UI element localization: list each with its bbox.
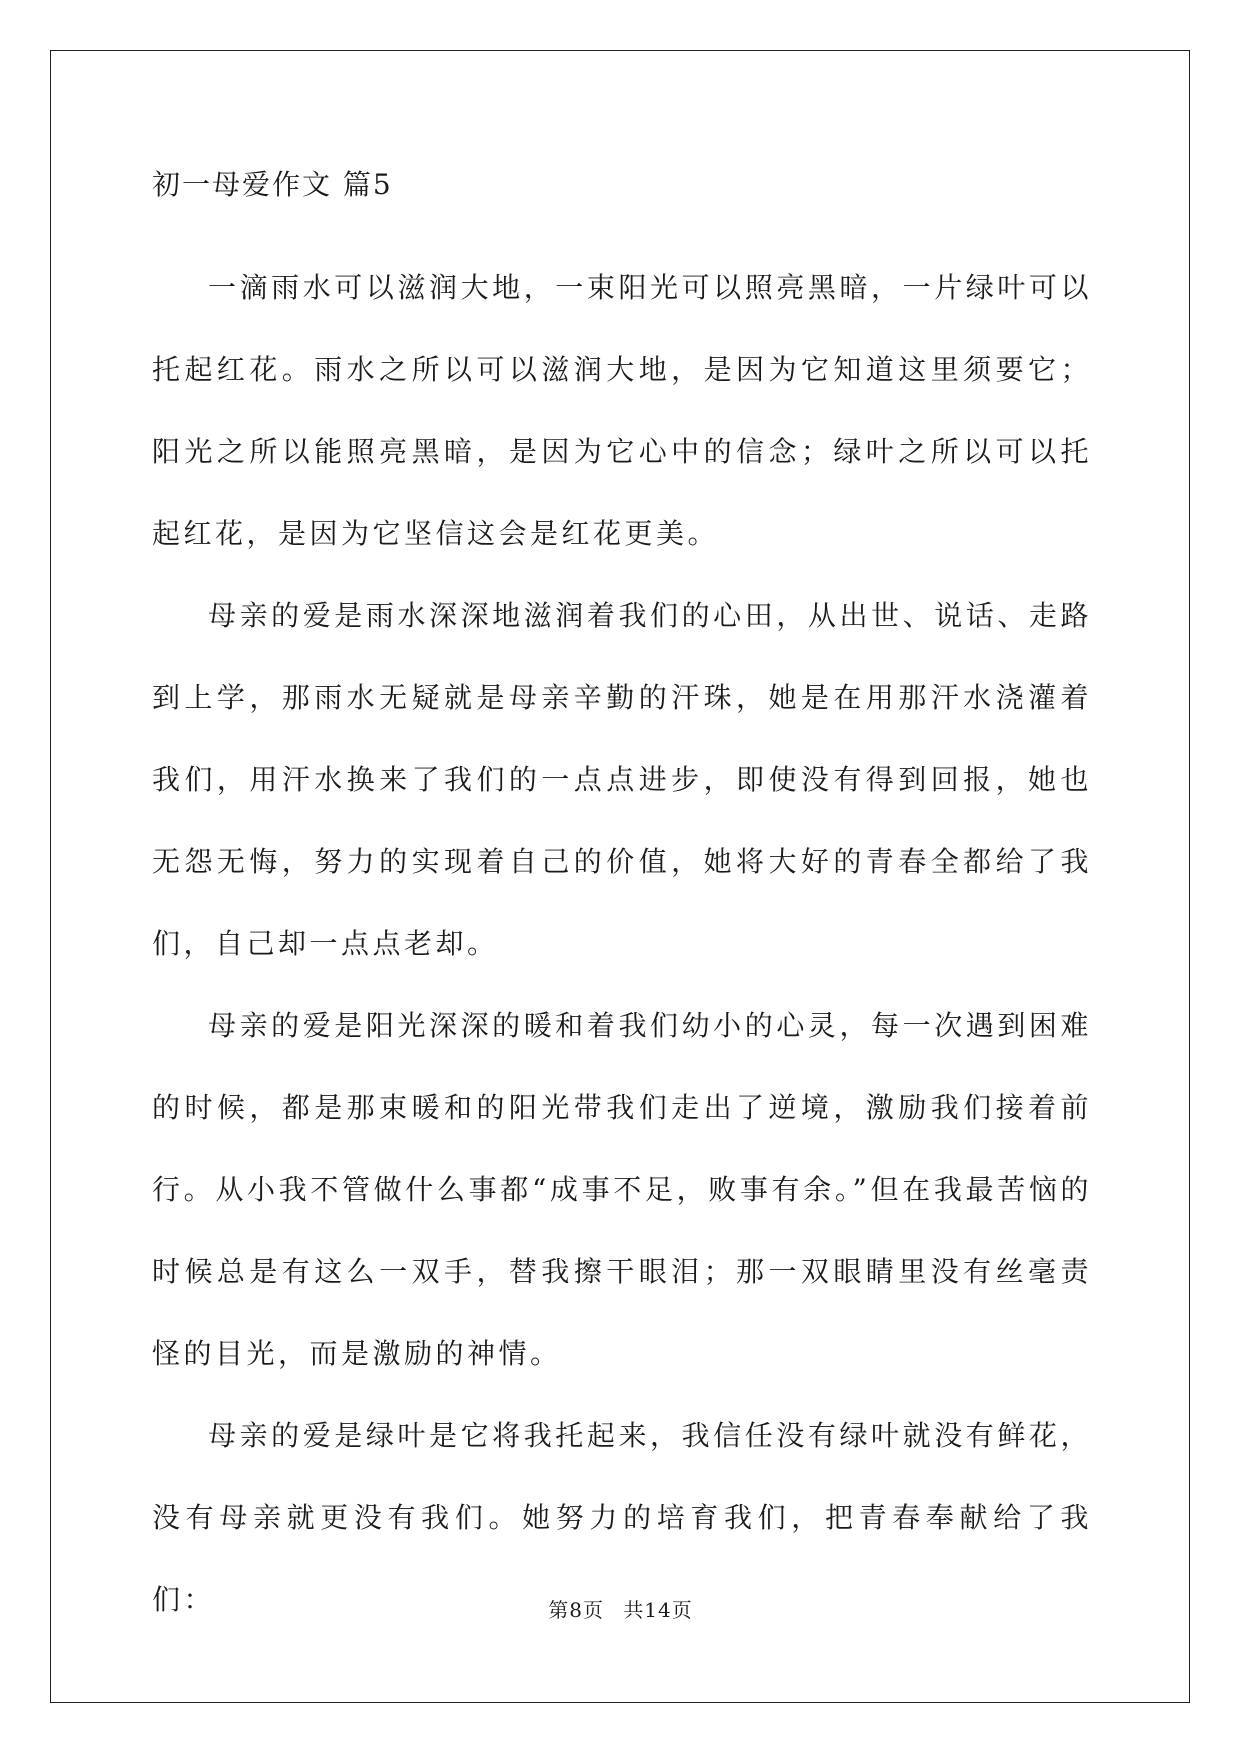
paragraph-2: 母亲的爱是雨水深深地滋润着我们的心田，从出世、说话、走路到上学，那雨水无疑就是母亲辛勤的汗珠，她是在用那汗水浇灌着我们，用汗水换来了我们的一点点进步，即使没有得到回报，她也无怨无悔，努力的实现着自己的价值，她将大好的青春全都给了我们，自己却一点点老却。 (152, 599, 1092, 960)
document-body (152, 165, 1092, 1641)
paragraph-4: 母亲的爱是绿叶是它将我托起来，我信任没有绿叶就没有鲜花，没有母亲就更没有我们。她努力的培育我们，把青春奉献给了我们： (152, 1419, 1092, 1616)
document-title: 初一母爱作文 篇5 (152, 168, 393, 201)
paragraph-1: 一滴雨水可以滋润大地，一束阳光可以照亮黑暗，一片绿叶可以托起红花。雨水之所以可以滋润大地，是因为它知道这里须要它；阳光之所以能照亮黑暗，是因为它心中的信念；绿叶之所以可以托起红花，是因为它坚信这会是红花更美。 (152, 271, 1092, 550)
page-number: 第8页 (548, 1598, 604, 1622)
page-total: 共14页 (623, 1598, 693, 1622)
page-footer (0, 1597, 1241, 1623)
paragraph-3: 母亲的爱是阳光深深的暖和着我们幼小的心灵，每一次遇到困难的时候，都是那束暖和的阳光带我们走出了逆境，激励我们接着前行。从小我不管做什么事都“成事不足，败事有余。”但在我最苦恼的时候总是有这么一双手，替我擦干眼泪；那一双眼睛里没有丝毫责怪的目光，而是激励的神情。 (152, 1009, 1092, 1370)
